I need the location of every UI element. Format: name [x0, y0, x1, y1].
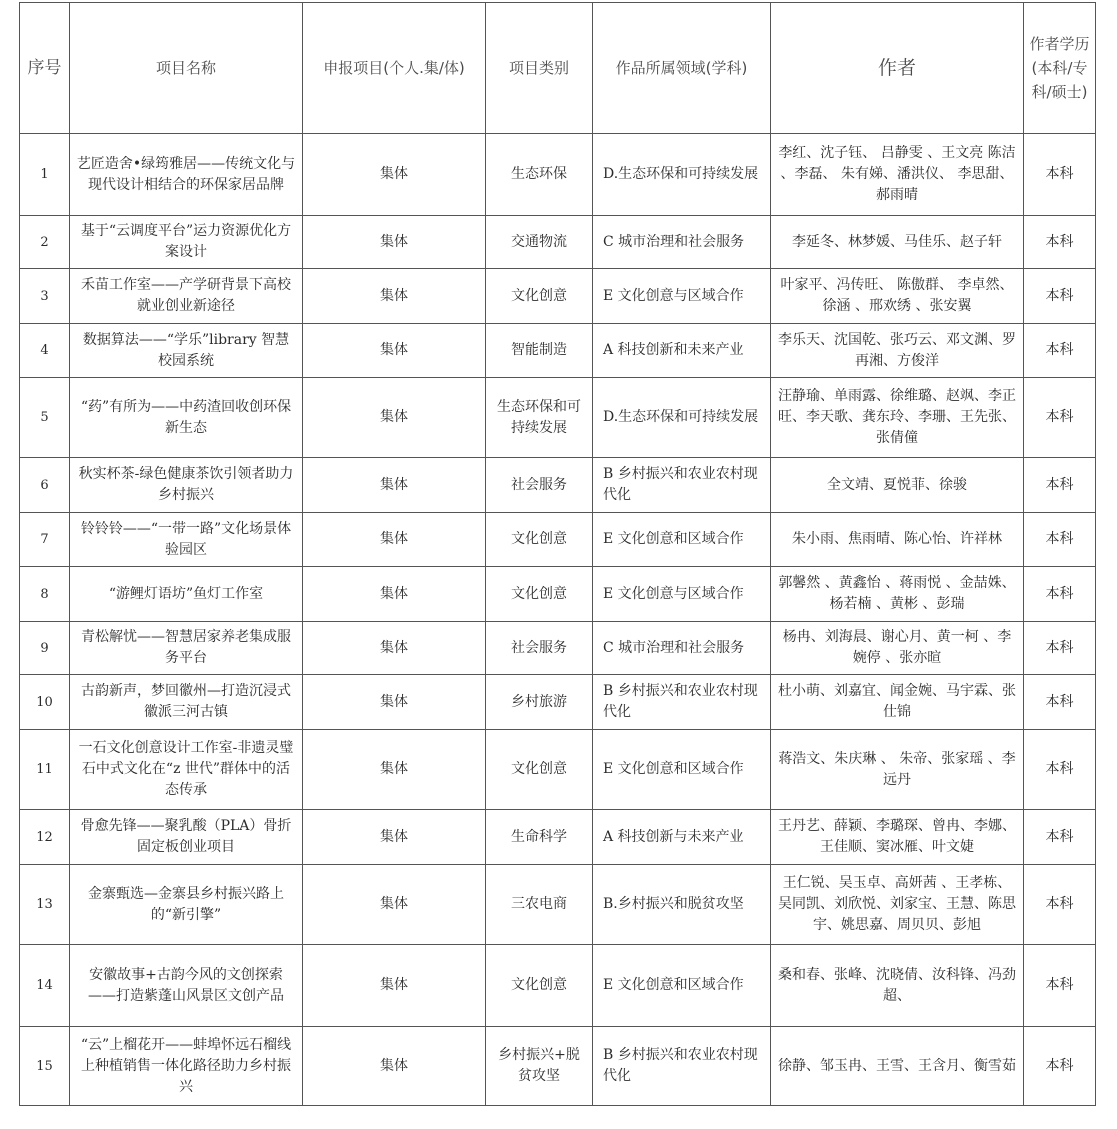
table-row [20, 458, 1096, 513]
cell-project-name: 金寨甄选—金寨县乡村振兴路上的“新引擎” [70, 865, 303, 945]
table-row [20, 945, 1096, 1027]
cell-authors: 徐静、邹玉冉、王雪、王含月、衡雪茹 [771, 1027, 1024, 1106]
header-authors: 作者 [771, 3, 1024, 134]
cell-seq: 13 [20, 865, 70, 945]
cell-category: 生命科学 [486, 810, 593, 865]
cell-project-name: 铃铃铃——“一带一路”文化场景体验园区 [70, 513, 303, 567]
cell-seq: 10 [20, 675, 70, 730]
cell-category: 文化创意 [486, 269, 593, 324]
cell-category: 文化创意 [486, 945, 593, 1027]
cell-degree: 本科 [1024, 1027, 1096, 1106]
cell-type: 集体 [303, 378, 486, 458]
cell-authors: 汪静瑜、单雨露、徐维璐、赵飒、李正旺、李天歌、龚东玲、李珊、王先张、张倩僮 [771, 378, 1024, 458]
cell-seq: 5 [20, 378, 70, 458]
cell-type: 集体 [303, 458, 486, 513]
table-row [20, 567, 1096, 622]
cell-category: 三农电商 [486, 865, 593, 945]
cell-authors: 全文靖、夏悦菲、徐骏 [771, 458, 1024, 513]
cell-field: E 文化创意和区域合作 [593, 513, 771, 567]
cell-seq: 6 [20, 458, 70, 513]
cell-seq: 12 [20, 810, 70, 865]
cell-degree: 本科 [1024, 945, 1096, 1027]
cell-field: B 乡村振兴和农业农村现代化 [593, 675, 771, 730]
cell-authors: 杨冉、刘海晨、谢心月、黄一柯 、李婉停 、张亦暄 [771, 622, 1024, 675]
cell-category: 乡村振兴+脱贫攻坚 [486, 1027, 593, 1106]
cell-category: 生态环保 [486, 134, 593, 216]
cell-project-name: 一石文化创意设计工作室-非遗灵璧石中式文化在“z 世代”群体中的活态传承 [70, 730, 303, 810]
cell-type: 集体 [303, 216, 486, 269]
cell-category: 文化创意 [486, 730, 593, 810]
cell-seq: 15 [20, 1027, 70, 1106]
cell-project-name: 艺匠造舍•绿筠雅居——传统文化与现代设计相结合的环保家居品牌 [70, 134, 303, 216]
cell-category: 智能制造 [486, 324, 593, 378]
cell-seq: 4 [20, 324, 70, 378]
cell-field: A 科技创新和未来产业 [593, 324, 771, 378]
cell-degree: 本科 [1024, 730, 1096, 810]
cell-field: E 文化创意和区域合作 [593, 730, 771, 810]
cell-category: 交通物流 [486, 216, 593, 269]
table-row [20, 216, 1096, 269]
table-row [20, 378, 1096, 458]
cell-field: D.生态环保和可持续发展 [593, 134, 771, 216]
cell-project-name: 安徽故事+古韵今风的文创探索——打造紫蓬山风景区文创产品 [70, 945, 303, 1027]
cell-field: B 乡村振兴和农业农村现代化 [593, 458, 771, 513]
cell-project-name: 骨愈先锋——聚乳酸（PLA）骨折固定板创业项目 [70, 810, 303, 865]
header-degree: 作者学历(本科/专科/硕士) [1024, 3, 1096, 134]
cell-degree: 本科 [1024, 269, 1096, 324]
table-row [20, 1027, 1096, 1106]
table-row [20, 810, 1096, 865]
table-row [20, 269, 1096, 324]
cell-type: 集体 [303, 945, 486, 1027]
cell-category: 社会服务 [486, 458, 593, 513]
cell-authors: 王丹艺、薛颖、李璐琛、曾冉、李娜、王佳顺、窦冰雁、叶文婕 [771, 810, 1024, 865]
header-seq: 序号 [20, 3, 70, 134]
cell-project-name: “药”有所为——中药渣回收创环保新生态 [70, 378, 303, 458]
cell-type: 集体 [303, 324, 486, 378]
header-row [20, 3, 1096, 134]
cell-type: 集体 [303, 730, 486, 810]
cell-project-name: “游鲤灯语坊”鱼灯工作室 [70, 567, 303, 622]
cell-project-name: 禾苗工作室——产学研背景下高校就业创业新途径 [70, 269, 303, 324]
cell-seq: 14 [20, 945, 70, 1027]
cell-category: 乡村旅游 [486, 675, 593, 730]
cell-project-name: 基于“云调度平台”运力资源优化方案设计 [70, 216, 303, 269]
cell-category: 生态环保和可持续发展 [486, 378, 593, 458]
cell-authors: 叶家平、冯传旺、 陈傲群、 李卓然、 徐涵 、邢欢绣 、张安翼 [771, 269, 1024, 324]
cell-field: A 科技创新与未来产业 [593, 810, 771, 865]
table-row [20, 513, 1096, 567]
cell-degree: 本科 [1024, 216, 1096, 269]
cell-type: 集体 [303, 810, 486, 865]
cell-degree: 本科 [1024, 622, 1096, 675]
cell-authors: 王仁锐、吴玉卓、高妍茜 、王孝栋、吴同凯、刘欣悦、刘家宝、王慧、陈思宇、姚思嘉、周贝贝、彭旭 [771, 865, 1024, 945]
table-row [20, 675, 1096, 730]
cell-field: E 文化创意和区域合作 [593, 945, 771, 1027]
table-row [20, 730, 1096, 810]
cell-authors: 李红、沈子钰、 吕静雯 、王文亮 陈洁 、李磊、 朱有娣、潘洪仪、 李思甜、郝雨晴 [771, 134, 1024, 216]
cell-authors: 桑和春、张峰、沈晓倩、汝科锋、冯劲超、 [771, 945, 1024, 1027]
cell-authors: 杜小萌、刘嘉宜、闻金婉、马宇霖、张仕锦 [771, 675, 1024, 730]
cell-type: 集体 [303, 567, 486, 622]
cell-project-name: 青松解忧——智慧居家养老集成服务平台 [70, 622, 303, 675]
cell-degree: 本科 [1024, 134, 1096, 216]
cell-type: 集体 [303, 269, 486, 324]
cell-seq: 2 [20, 216, 70, 269]
cell-project-name: 数据算法——“学乐”library 智慧校园系统 [70, 324, 303, 378]
cell-type: 集体 [303, 1027, 486, 1106]
cell-degree: 本科 [1024, 324, 1096, 378]
cell-authors: 李乐天、沈国乾、张巧云、邓文渊、罗再湘、方俊洋 [771, 324, 1024, 378]
cell-degree: 本科 [1024, 567, 1096, 622]
cell-field: C 城市治理和社会服务 [593, 622, 771, 675]
cell-category: 社会服务 [486, 622, 593, 675]
table-row [20, 324, 1096, 378]
cell-authors: 李延冬、林梦媛、马佳乐、赵子轩 [771, 216, 1024, 269]
cell-type: 集体 [303, 513, 486, 567]
table-row [20, 134, 1096, 216]
cell-project-name: “云”上榴花开——蚌埠怀远石榴线上种植销售一体化路径助力乡村振兴 [70, 1027, 303, 1106]
cell-seq: 3 [20, 269, 70, 324]
cell-seq: 8 [20, 567, 70, 622]
cell-degree: 本科 [1024, 810, 1096, 865]
cell-type: 集体 [303, 622, 486, 675]
cell-field: B 乡村振兴和农业农村现代化 [593, 1027, 771, 1106]
header-type: 申报项目(个人.集/体) [303, 3, 486, 134]
cell-category: 文化创意 [486, 513, 593, 567]
cell-seq: 9 [20, 622, 70, 675]
cell-field: C 城市治理和社会服务 [593, 216, 771, 269]
cell-type: 集体 [303, 675, 486, 730]
header-category: 项目类别 [486, 3, 593, 134]
cell-field: E 文化创意与区域合作 [593, 567, 771, 622]
cell-type: 集体 [303, 134, 486, 216]
cell-degree: 本科 [1024, 865, 1096, 945]
cell-field: B.乡村振兴和脱贫攻坚 [593, 865, 771, 945]
table-row [20, 865, 1096, 945]
cell-seq: 7 [20, 513, 70, 567]
cell-field: E 文化创意与区域合作 [593, 269, 771, 324]
cell-degree: 本科 [1024, 675, 1096, 730]
cell-seq: 11 [20, 730, 70, 810]
header-name: 项目名称 [70, 3, 303, 134]
cell-degree: 本科 [1024, 378, 1096, 458]
cell-category: 文化创意 [486, 567, 593, 622]
project-table [19, 2, 1096, 1106]
cell-type: 集体 [303, 865, 486, 945]
cell-project-name: 古韵新声，梦回徽州—打造沉浸式徽派三河古镇 [70, 675, 303, 730]
cell-authors: 朱小雨、焦雨晴、陈心怡、许祥林 [771, 513, 1024, 567]
cell-seq: 1 [20, 134, 70, 216]
cell-project-name: 秋实杯茶-绿色健康茶饮引领者助力乡村振兴 [70, 458, 303, 513]
cell-degree: 本科 [1024, 513, 1096, 567]
cell-authors: 郭馨然 、黄鑫怡 、蒋雨悦 、金喆姝、杨若楠 、黄彬 、彭瑞 [771, 567, 1024, 622]
cell-degree: 本科 [1024, 458, 1096, 513]
header-field: 作品所属领域(学科) [593, 3, 771, 134]
cell-field: D.生态环保和可持续发展 [593, 378, 771, 458]
table-row [20, 622, 1096, 675]
cell-authors: 蒋浩文、朱庆琳 、 朱帝、张家瑶 、李远丹 [771, 730, 1024, 810]
